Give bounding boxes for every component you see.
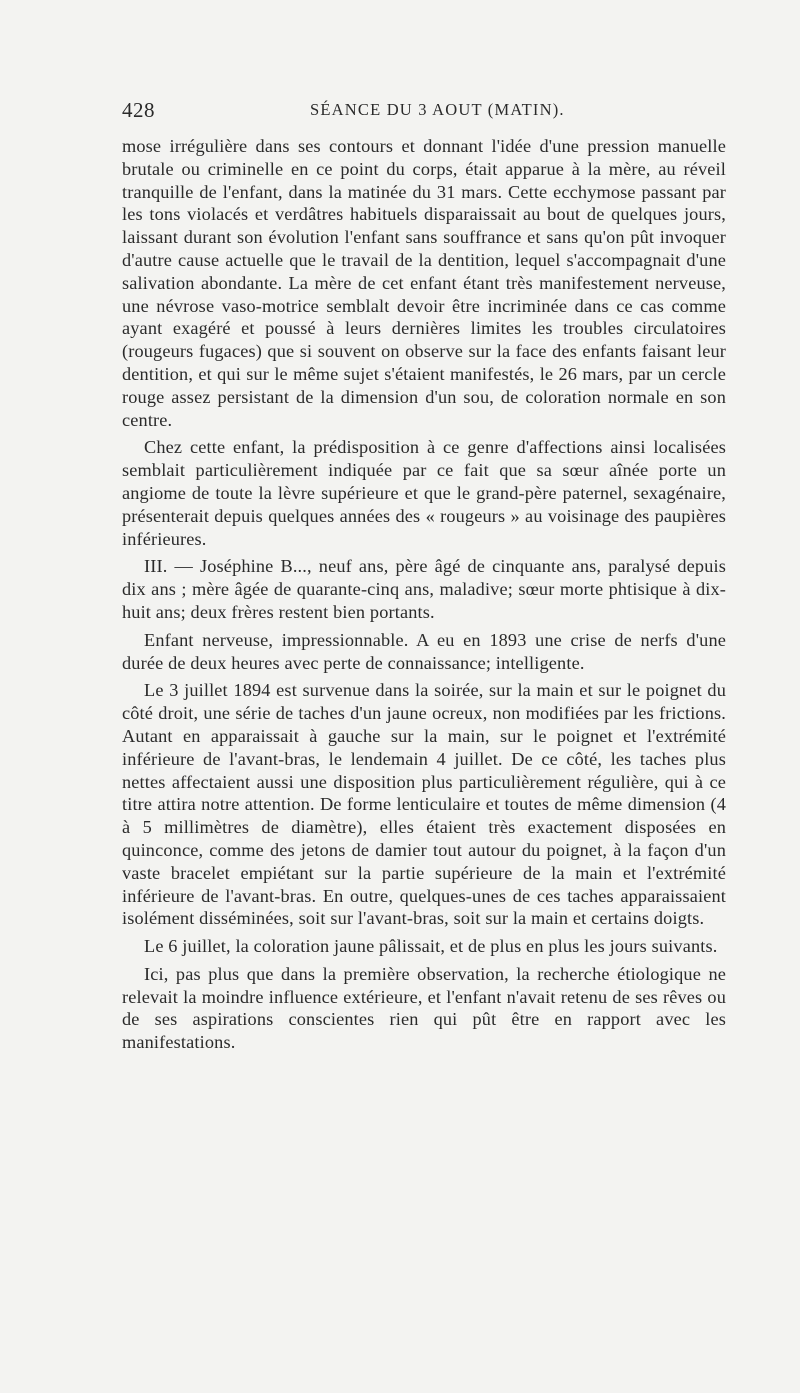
paragraph: Le 6 juillet, la coloration jaune pâlissait, et de plus en plus les jours suivants. xyxy=(144,936,718,957)
paragraph: Le 3 juillet 1894 est survenue dans la soirée, sur la main et sur le poignet du côté droit, une série de taches d'un jaune ocreux, non modifiées par les frictions. Autant en apparaissait à gauche sur la main, sur le poignet et l'extrémité inférieure de l'avant-bras, le lendemain 4 juillet. De ce côté, les taches plus nettes affectaient aussi une disposition plus particulièrement régulière, qui à ce titre attira notre attention. De forme lenticulaire et toutes de même dimension (4 à 5 millimètres de diamètre), elles étaient très exactement disposées en quinconce, comme des jetons de damier tout autour du poignet, à la façon d'un vaste bracelet empiétant sur la partie supérieure de la main et l'extrémité inférieure de l'avant-bras. En outre, quelques-unes de ces taches apparaissaient isolément disséminées, soit sur l'avant-bras, soit sur la main et certains doigts. xyxy=(122,680,726,929)
page-number: 428 xyxy=(122,98,155,122)
paragraph: Ici, pas plus que dans la première observation, la recherche étiologique ne relevait la moindre influence extérieure, et l'enfant n'avait retenu de ses rêves ou de ses aspirations conscientes rien qui pût être en rapport avec les manifestations. xyxy=(122,963,726,1053)
paragraph: III. — Joséphine B..., neuf ans, père âgé de cinquante ans, paralysé depuis dix ans ; mère âgée de quarante-cinq ans, maladive; sœur morte phtisique à dix-huit ans; deux frères restent bien portants. xyxy=(122,556,726,622)
page-header xyxy=(122,98,734,128)
paragraph: Chez cette enfant, la prédisposition à ce genre d'affections ainsi localisées semblait particulièrement indiquée par ce fait que sa sœur aînée porte un angiome de toute la lèvre supérieure et que le grand-père paternel, sexagénaire, présenterait depuis quelques années des « rougeurs » au voisinage des paupières inférieures. xyxy=(122,437,726,549)
body-text xyxy=(122,135,726,1059)
paragraph: Enfant nerveuse, impressionnable. A eu en 1893 une crise de nerfs d'une durée de deux heures avec perte de connaissance; intelligente. xyxy=(122,629,726,673)
paragraph: mose irrégulière dans ses contours et donnant l'idée d'une pression manuelle brutale ou criminelle en ce point du corps, était apparue à la mère, au réveil tranquille de l'enfant, dans la matinée du 31 mars. Cette ecchymose passant par les tons violacés et verdâtres habituels disparaissait au bout de quelques jours, laissant durant son évolution l'enfant sans souffrance et sans qu'on pût invoquer d'autre cause actuelle que le travail de la dentition, lequel s'accompagnait d'une salivation abondante. La mère de cet enfant étant très manifestement nerveuse, une névrose vaso-motrice semblalt devoir être incriminée dans ce cas comme ayant exagéré et poussé à leurs dernières limites les troubles circulatoires (rougeurs fugaces) que si souvent on observe sur la face des enfants faisant leur dentition, et qui sur le même sujet s'étaient manifestés, le 26 mars, par un cercle rouge assez persistant de la dimension d'un sou, de coloration normale en son centre. xyxy=(122,136,726,430)
running-title: SÉANCE DU 3 AOUT (MATIN). xyxy=(310,100,565,119)
